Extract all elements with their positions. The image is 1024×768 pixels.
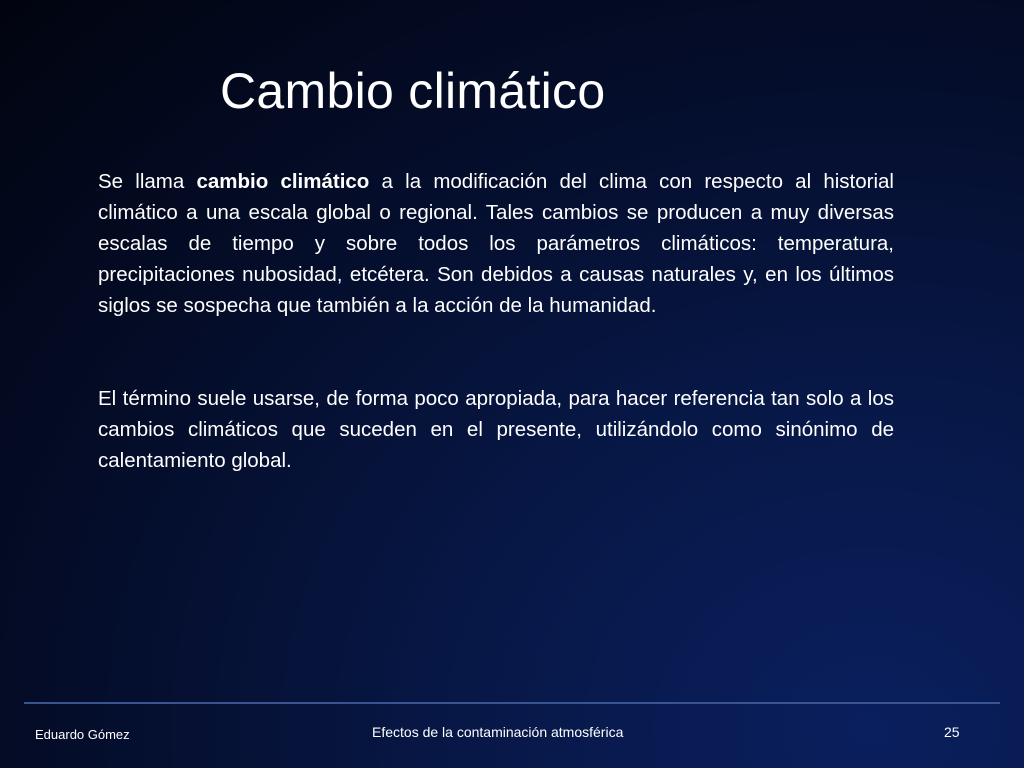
paragraph-1 bbox=[98, 166, 894, 321]
paragraph-2: El término suele usarse, de forma poco apropiada, para hacer referencia tan solo a los cambios climáticos que suceden en el presente, utilizándolo como sinónimo de calentamiento global. bbox=[98, 387, 894, 472]
paragraph-1-bold-term: cambio climático bbox=[196, 170, 370, 193]
slide-body bbox=[98, 166, 894, 476]
footer-presentation-title: Efectos de la contaminación atmosférica bbox=[372, 724, 624, 740]
footer-divider bbox=[24, 702, 1000, 704]
paragraph-1-prefix: Se llama bbox=[98, 170, 197, 193]
footer-page-number: 25 bbox=[944, 724, 960, 740]
footer-author: Eduardo Gómez bbox=[35, 727, 130, 742]
slide-title: Cambio climático bbox=[220, 63, 606, 119]
paragraph-1-suffix: a la modificación del clima con respecto al historial climático a una escala global o regional. Tales cambios se producen a muy diversas escalas de tiempo y sobre todos los parámetros climáticos: temperatura, precipitaciones nubosidad, etcétera. Son debidos a causas naturales y, en los últimos siglos se sospecha que también a la acción de la humanidad. bbox=[98, 170, 894, 317]
